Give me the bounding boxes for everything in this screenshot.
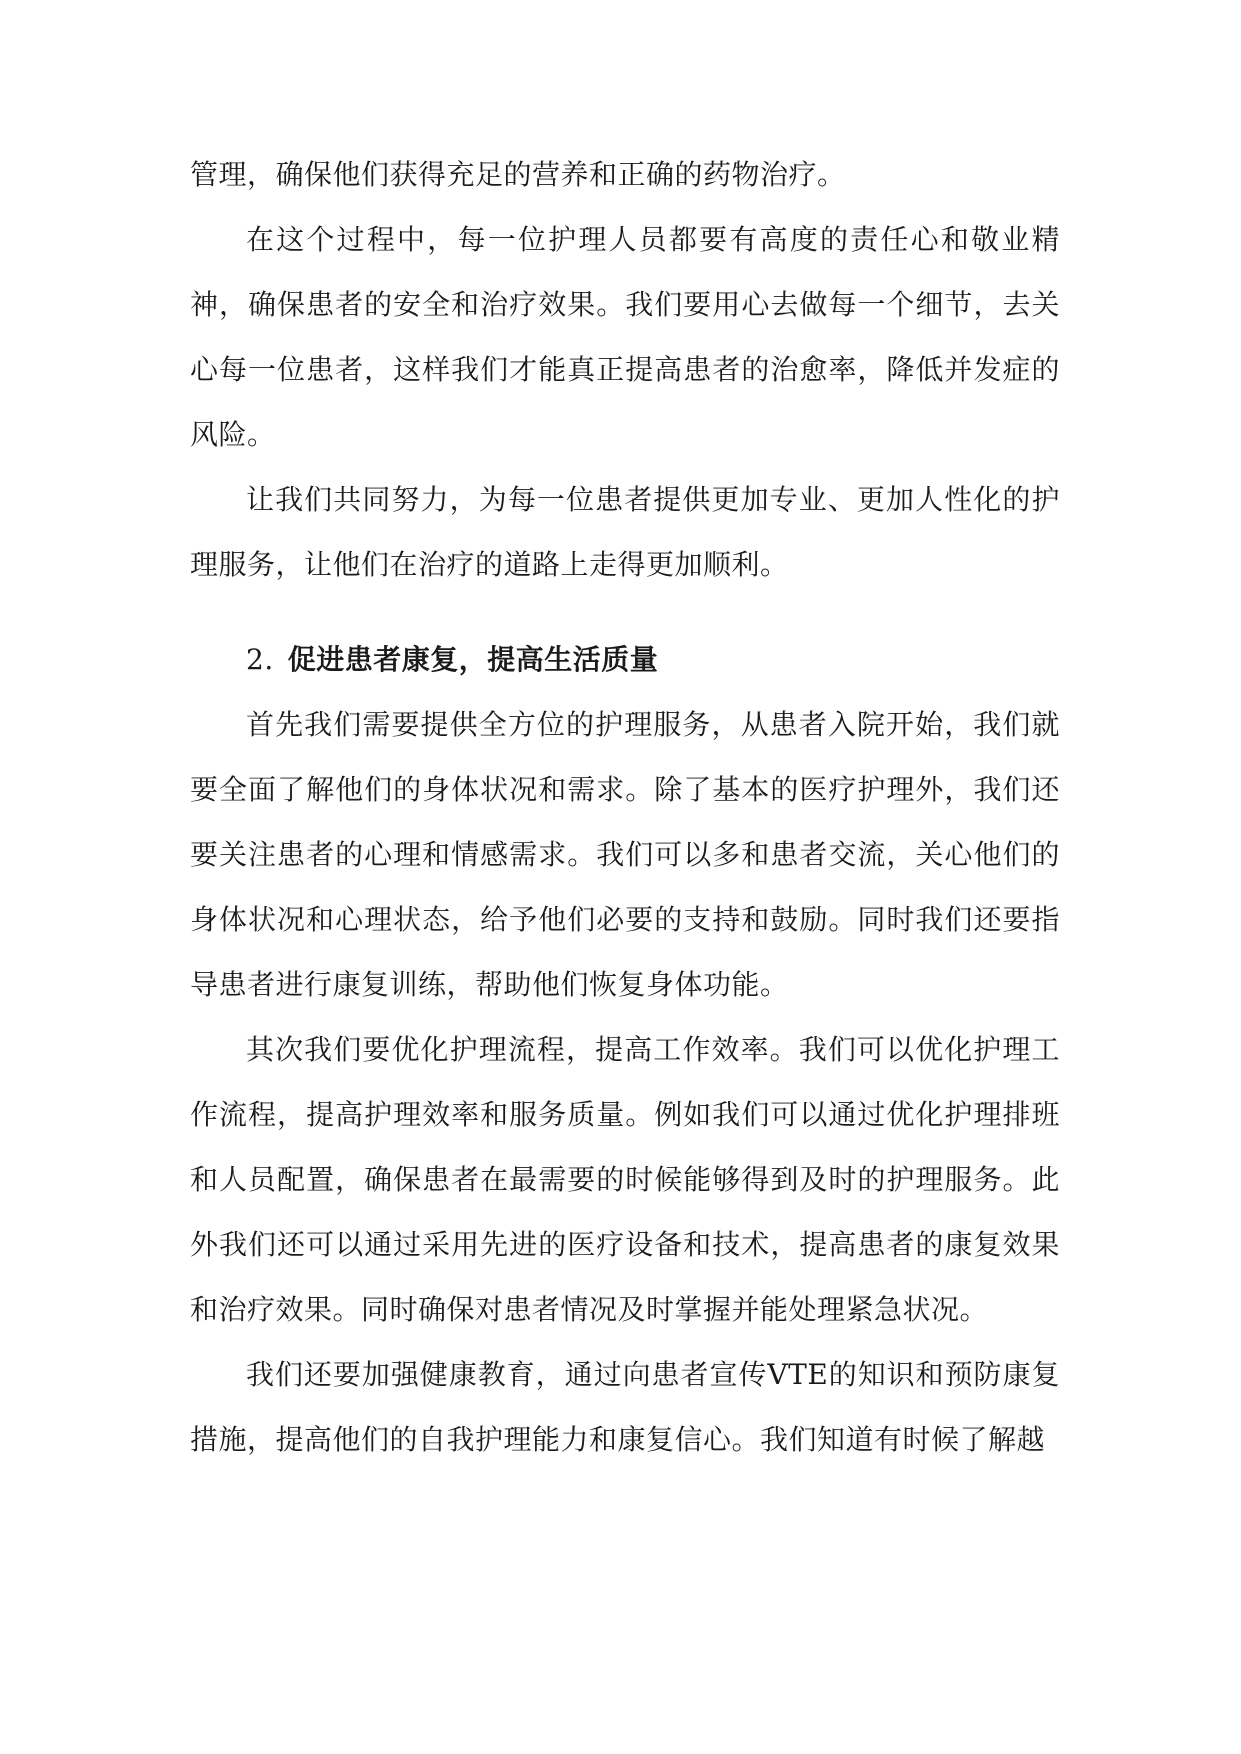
paragraph-effort: 让我们共同努力，为每一位患者提供更加专业、更加人性化的护理服务，让他们在治疗的道路上走得更加顺利。: [190, 483, 1060, 581]
paragraph-responsibility: 在这个过程中，每一位护理人员都要有高度的责任心和敬业精神，确保患者的安全和治疗效果。我们要用心去做每一个细节，去关心每一位患者，这样我们才能真正提高患者的治愈率，降低并发症的风险。: [190, 223, 1060, 451]
document-body: [190, 142, 1060, 1472]
paragraph-health-education: 我们还要加强健康教育，通过向患者宣传VTE的知识和预防康复措施，提高他们的自我护理能力和康复信心。我们知道有时候了解越: [190, 1358, 1060, 1456]
section-number: 2.: [246, 643, 274, 676]
section-title: 促进患者康复，提高生活质量: [287, 643, 659, 676]
paragraph-optimize-workflow: 其次我们要优化护理流程，提高工作效率。我们可以优化护理工作流程，提高护理效率和服务质量。例如我们可以通过优化护理排班和人员配置，确保患者在最需要的时候能够得到及时的护理服务。此外我们还可以通过采用先进的医疗设备和技术，提高患者的康复效果和治疗效果。同时确保对患者情况及时掌握并能处理紧急状况。: [190, 1033, 1060, 1326]
section-heading: [190, 627, 1060, 692]
paragraph-continuation: 管理，确保他们获得充足的营养和正确的药物治疗。: [190, 158, 846, 191]
paragraph-comprehensive-care: 首先我们需要提供全方位的护理服务，从患者入院开始，我们就要全面了解他们的身体状况和需求。除了基本的医疗护理外，我们还要关注患者的心理和情感需求。我们可以多和患者交流，关心他们的身体状况和心理状态，给予他们必要的支持和鼓励。同时我们还要指导患者进行康复训练，帮助他们恢复身体功能。: [190, 708, 1060, 1001]
